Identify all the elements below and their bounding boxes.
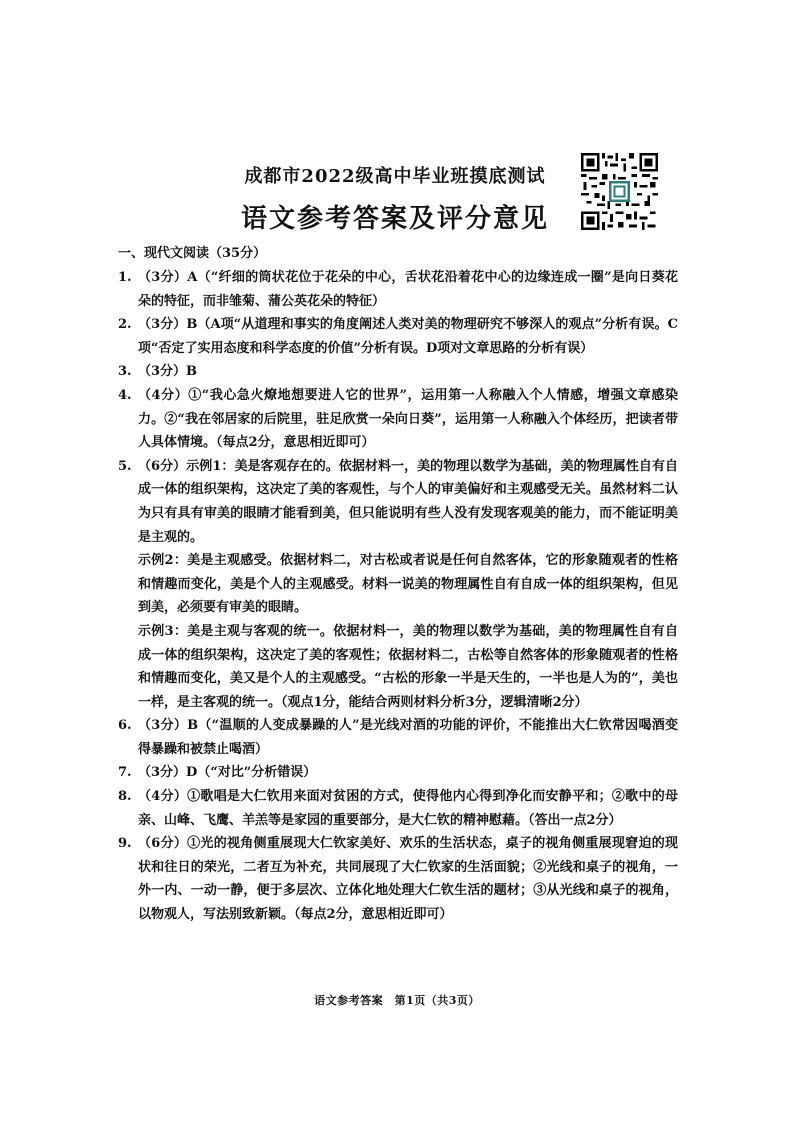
answer-item-6 [118,714,678,761]
answer-item-1 [118,266,678,313]
item-text: （3分）B [138,364,198,380]
answer-item-4 [118,384,678,455]
item-number: 5. [118,458,132,474]
answer-item-8 [118,785,678,832]
item-text: （6分）①光的视角侧重展现大仁钦家美好、欢乐的生活状态，桌子的视角侧重展现窘迫的现状和往日的荣光，二者互为补充，共同展现了大仁钦家的生活面貌；②光线和桌子的视角，一外一内、一动一静，便于多层次、立体化地处理大仁钦生活的题材；③从光线和桌子的视角，以物观人，写法别致新颖。（每点2分，意思相近即可） [138,836,678,923]
item-number: 4. [118,387,132,403]
answer-item-3 [118,360,678,384]
answer-item-5 [118,455,678,715]
qr-code-icon [581,153,658,230]
item-text: （3分）D（“对比”分析错误） [138,765,317,781]
document-title: 语文参考答案及评分意见 [240,204,549,234]
example-3-text: 示例3：美是主观与客观的统一。依据材料一，美的物理以数学为基础，美的物理属性自有自成一体的组织架构，这决定了美的客观性；依据材料二，古松等自然客体的形象随观者的性格和情趣而变化，美又是个人的主观感受。“古松的形象一半是天生的，一半也是人为的”，美也一样，是主客观的统一。（观点1分，能结合两则材料分析3分，逻辑清晰2分） [138,623,678,710]
item-text: （3分）A（“纤细的筒状花位于花朵的中心，舌状花沿着花中心的边缘连成一圈”是向日葵花朵的特征，而非雏菊、蒲公英花朵的特征） [138,270,678,309]
page-footer: 语文参考答案 第1页（共3页） [314,994,480,1007]
item-text: （4分）①“我心急火燎地想要进人它的世界”，运用第一人称融入个人情感，增强文章感染力。②“我在邻居家的后院里，驻足欣赏一朵向日葵”，运用第一人称融入个体经历，把读者带人具体情境。（每点2分，意思相近即可） [138,387,678,451]
section-heading: 一、现代文阅读（35分） [118,246,267,261]
item-text: （4分）①歌唱是大仁钦用来面对贫困的方式，使得他内心得到净化而安静平和；②歌中的母亲、山峰、飞鹰、羊羔等是家园的重要部分，是大仁钦的精神慰藉。（答出一点2分） [138,789,678,828]
item-text: （3分）B（“温顺的人变成暴躁的人”是光线对酒的功能的评价，不能推出大仁钦常因喝酒变得暴躁和被禁止喝酒） [138,718,678,757]
example-2-text: 示例2：美是主观感受。依据材料二，对古松或者说是任何自然客体，它的形象随观者的性格和情趣而变化，美是个人的主观感受。材料一说美的物理属性自有自成一体的组织架构，但见到美，必须要有审美的眼睛。 [138,553,678,616]
item-number: 9. [118,836,132,852]
item-number: 2. [118,317,132,333]
item-number: 1. [118,270,132,285]
item-number: 6. [118,718,132,734]
answer-item-9 [118,832,678,926]
item-text: （3分）B（A项“从道理和事实的角度阐述人类对美的物理研究不够深人的观点”分析有误。C项“否定了实用态度和科学态度的价值”分析有误。D项对文章思路的分析有误） [138,317,678,356]
item-number: 3. [118,364,132,380]
answer-item-2 [118,313,678,360]
item-number: 8. [118,789,132,805]
answer-content [118,242,678,927]
exam-title: 成都市2022级高中毕业班摸底测试 [244,166,546,187]
item-number: 7. [118,765,132,781]
example-1-text: （6分）示例1：美是客观存在的。依据材料一，美的物理以数学为基础，美的物理属性自有自成一体的组织架构，这决定了美的客观性，与个人的审美偏好和主观感受无关。虽然材料二认为只有具有审美的眼睛才能看到美，但只能说明有些人没有发现客观美的能力，而不能证明美是主观的。 [138,458,678,545]
answer-item-7 [118,761,678,785]
